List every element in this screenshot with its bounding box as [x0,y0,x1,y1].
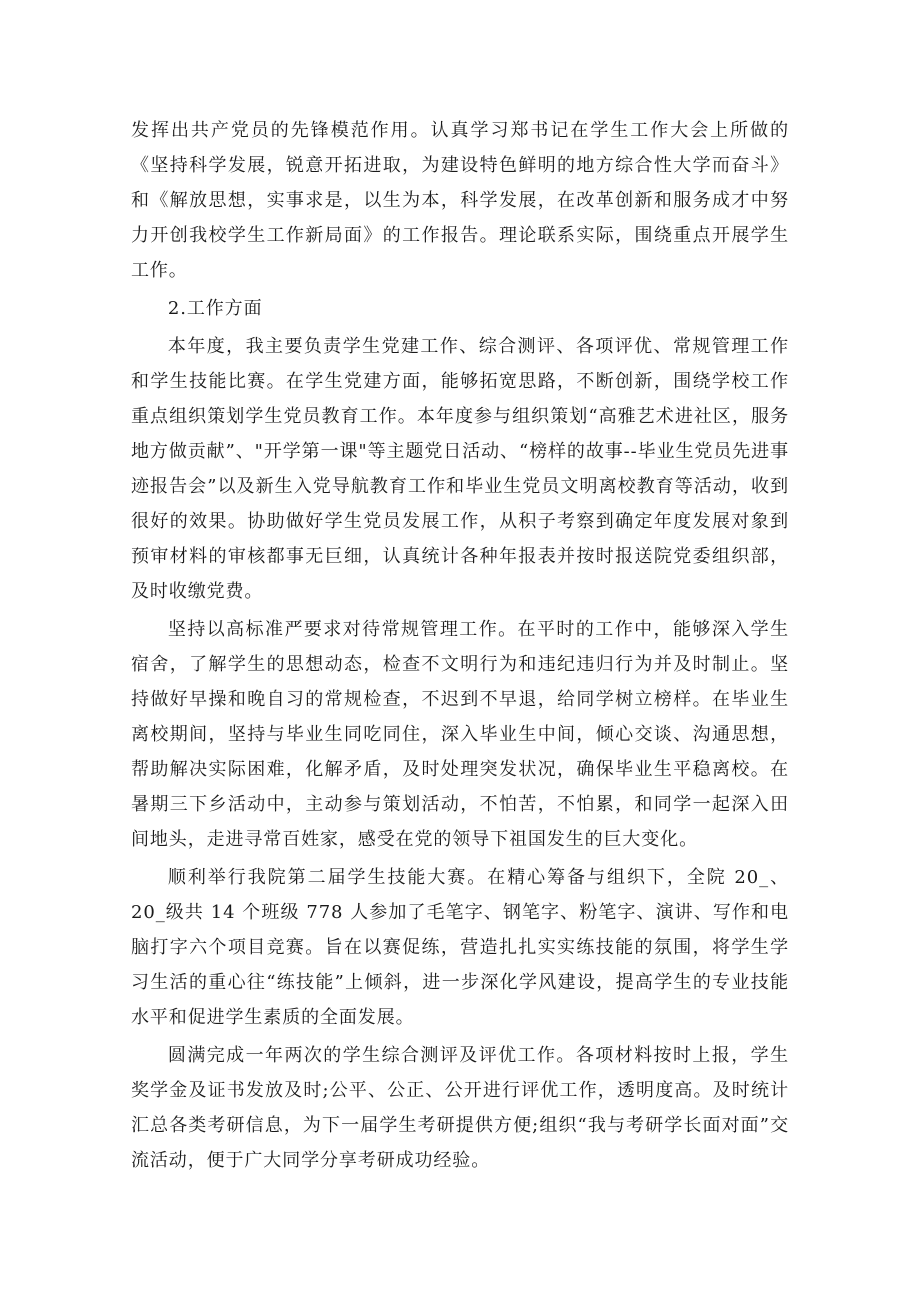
paragraph-skills-contest: 顺利举行我院第二届学生技能大赛。在精心筹备与组织下，全院 20_、20_级共 14 个班级 778 人参加了毛笔字、钢笔字、粉笔字、演讲、写作和电脑打字六个项目竞赛。旨在以赛促练，营造扎扎实实练技能的氛围，将学生学习生活的重心往“练技能”上倾斜，进一步深化学风建设，提高学生的专业技能水平和促进学生素质的全面发展。 [131,867,789,1028]
document-body [131,113,789,1181]
paragraph-evaluation: 圆满完成一年两次的学生综合测评及评优工作。各项材料按时上报，学生奖学金及证书发放及时;公平、公正、公开进行评优工作，透明度高。及时统计汇总各类考研信息，为下一届学生考研提供方便;组织“我与考研学长面对面”交流活动，便于广大同学分享考研成功经验。 [131,1045,789,1171]
paragraph-party-role: 发挥出共产党员的先锋模范作用。认真学习郑书记在学生工作大会上所做的《坚持科学发展，锐意开拓进取，为建设特色鲜明的地方综合性大学而奋斗》和《解放思想，实事求是，以生为本，科学发展，在改革创新和服务成才中努力开创我校学生工作新局面》的工作报告。理论联系实际，围绕重点开展学生工作。 [131,120,789,281]
section-heading-work: 2.工作方面 [167,298,263,319]
paragraph-party-building: 本年度，我主要负责学生党建工作、综合测评、各项评优、常规管理工作和学生技能比赛。在学生党建方面，能够拓宽思路，不断创新，围绕学校工作重点组织策划学生党员教育工作。本年度参与组织策划“高雅艺术进社区，服务地方做贡献”、"开学第一课"等主题党日活动、“榜样的故事--毕业生党员先进事迹报告会”以及新生入党导航教育工作和毕业生党员文明离校教育等活动，收到很好的效果。协助做好学生党员发展工作，从积子考察到确定年度发展对象到预审材料的审核都事无巨细，认真统计各种年报表并按时报送院党委组织部，及时收缴党费。 [131,336,789,602]
paragraph-routine-management: 坚持以高标准严要求对待常规管理工作。在平时的工作中，能够深入学生宿舍，了解学生的思想动态，检查不文明行为和违纪违归行为并及时制止。坚持做好早操和晚自习的常规检查，不迟到不早退，给同学树立榜样。在毕业生离校期间，坚持与毕业生同吃同住，深入毕业生中间，倾心交谈、沟通思想，帮助解决实际困难，化解矛盾，及时处理突发状况，确保毕业生平稳离校。在暑期三下乡活动中，主动参与策划活动，不怕苦，不怕累，和同学一起深入田间地头，走进寻常百姓家，感受在党的领导下祖国发生的巨大变化。 [131,619,789,850]
